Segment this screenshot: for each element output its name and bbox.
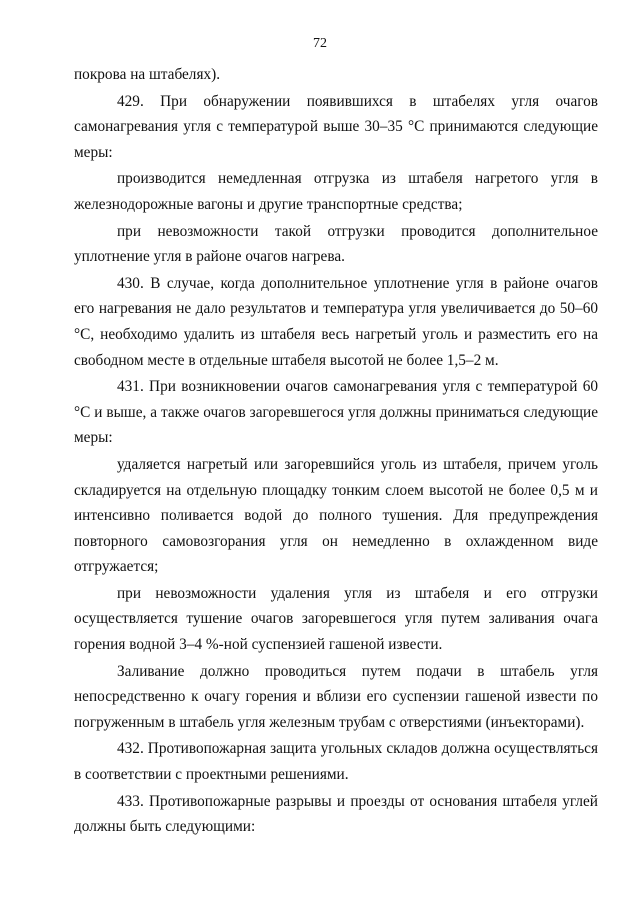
paragraph-429-measure-2: при невозможности такой отгрузки проводится дополнительное уплотнение угля в районе очагов нагрева.: [74, 222, 598, 266]
paragraph-429-measure-1: производится немедленная отгрузка из штабеля нагретого угля в железнодорожные вагоны и другие транспортные средства;: [74, 170, 598, 213]
paragraph-431-measure-2: при невозможности удаления угля из штабеля и его отгрузки осуществляется тушение очагов загоревшегося угля путем заливания очага горения водной 3–4 %-ной суспензией гашеной извести.: [74, 584, 598, 654]
paragraph-433: 433. Противопожарные разрывы и проезды от основания штабеля углей должны быть следующими:: [74, 792, 598, 836]
paragraph-continuation: покрова на штабелях).: [74, 66, 221, 83]
paragraph-432: 432. Противопожарная защита угольных складов должна осуществляться в соответствии с проектными решениями.: [74, 740, 598, 784]
page-number: 72: [313, 36, 327, 51]
paragraph-429: 429. При обнаружении появившихся в штабелях угля очагов самонагревания угля с температурой выше 30–35 °С принимаются следующие меры:: [74, 92, 598, 161]
paragraph-430: 430. В случае, когда дополнительное уплотнение угля в районе очагов его нагревания не дало результатов и температура угля увеличивается до 50–60 °С, необходимо удалить из штабеля весь нагретый уголь и разместить его на свободном месте в отдельные штабеля высотой не более 1,5–2 м.: [74, 274, 598, 369]
paragraph-431-measure-1: удаляется нагретый или загоревшийся уголь из штабеля, причем уголь складируется на отдельную площадку тонким слоем высотой не более 0,5 м и интенсивно поливается водой до полного тушения. Для предупреждения повторного самовозгорания угля он немедленно в охлажденном виде отгружается;: [74, 455, 598, 576]
paragraph-431: 431. При возникновении очагов самонагревания угля с температурой 60 °С и выше, а также очагов загоревшегося угля должны приниматься следующие меры:: [74, 378, 598, 447]
document-body: [74, 62, 598, 840]
paragraph-431-pouring: Заливание должно проводиться путем подачи в штабель угля непосредственно к очагу горения и вблизи его суспензии гашеной извести по погруженным в штабель угля железным трубам с отверстиями (инъекторами).: [74, 662, 598, 731]
